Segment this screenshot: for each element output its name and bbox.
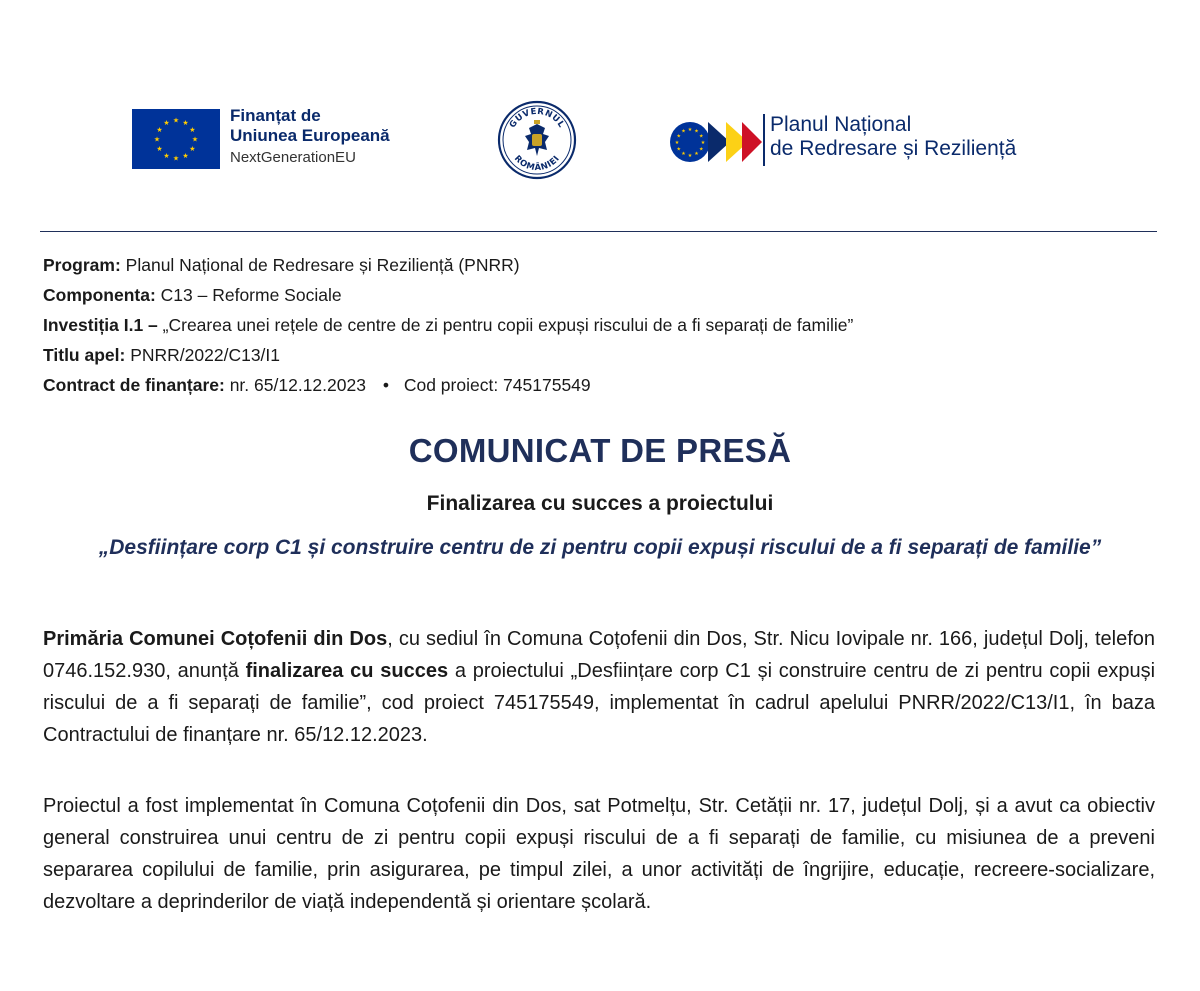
meta-titlu-label: Titlu apel: [43, 345, 126, 365]
pnrr-logo-line1: Planul Național [770, 113, 912, 136]
eu-star-icon: ★ [674, 139, 680, 146]
meta-contract-value: nr. 65/12.12.2023 [229, 375, 366, 395]
eu-star-icon: ★ [182, 119, 189, 127]
eu-star-icon: ★ [676, 133, 681, 140]
pnrr-arrows-icon [668, 116, 768, 168]
project-title: „Desființare corp C1 și construire centru de zi pentru copii expuși riscului de a fi separați de familie” [98, 536, 1102, 559]
logo-band [120, 93, 1060, 213]
eu-star-icon: ★ [172, 154, 180, 163]
meta-componenta-value: C13 – Reforme Sociale [160, 285, 342, 305]
eu-star-icon: ★ [189, 144, 196, 153]
eu-star-icon: ★ [153, 135, 161, 144]
meta-investitia-value: „Crearea unei rețele de centre de zi pentru copii expuși riscului de a fi separați de familie” [162, 315, 854, 335]
eu-star-icon: ★ [156, 125, 163, 134]
meta-contract [43, 370, 1143, 400]
seal-top-text: GUVERNUL [507, 106, 567, 130]
eu-star-icon: ★ [694, 128, 699, 135]
paragraph-2: Proiectul a fost implementat în Comuna Coțofenii din Dos, sat Potmelțu, Str. Cetății nr. 17, județul Dolj, și a avut ca obiectiv general construirea unui centru de zi pentru copii expuși riscului de a fi separați de familie, cu misiunea de a preveni separarea copilului de familie, prin asigurarea, pe timpul zilei, a unor activități de îngrijire, educație, recreere-socializare, dezvoltare a deprinderilor de viață independentă și orientare școlară. [43, 795, 1155, 913]
pnrr-divider [763, 114, 765, 166]
project-meta [43, 250, 1143, 400]
eu-star-icon: ★ [189, 125, 196, 134]
paragraph-1-bold-mid: finalizarea cu succes [245, 660, 449, 682]
eu-star-icon: ★ [163, 151, 170, 160]
bullet-separator: • [382, 375, 389, 395]
header-divider [40, 231, 1157, 232]
eu-funding-logo [132, 106, 422, 171]
meta-investitia [43, 310, 1143, 340]
meta-program-label: Program: [43, 255, 121, 275]
eu-star-icon: ★ [156, 144, 163, 153]
eu-star-icon: ★ [687, 152, 693, 159]
pnrr-logo-line2: de Redresare și Reziliență [770, 137, 1017, 160]
meta-program-value: Planul Național de Redresare și Reziliență (PNRR) [125, 255, 520, 275]
paragraph-1-bold-start: Primăria Comunei Coțofenii din Dos [43, 628, 388, 650]
eu-logo-line2: Uniunea Europeană [230, 126, 390, 145]
page-subtitle: Finalizarea cu succes a proiectului [426, 492, 774, 515]
eu-logo-line1: Finanțat de [230, 106, 321, 125]
eu-flag-icon [132, 109, 220, 169]
meta-titlu-value: PNRR/2022/C13/I1 [130, 345, 281, 365]
seal-bottom-text: ROMÂNIEI [511, 153, 563, 174]
eu-star-icon: ★ [182, 151, 189, 160]
eu-star-icon: ★ [681, 151, 686, 158]
eu-star-icon: ★ [681, 128, 686, 135]
eu-star-icon: ★ [700, 139, 706, 146]
eu-star-icon: ★ [676, 146, 681, 153]
meta-titlu-apel [43, 340, 1143, 370]
eu-star-icon: ★ [687, 126, 693, 133]
eu-star-icon: ★ [172, 116, 180, 125]
eu-star-icon: ★ [163, 119, 170, 127]
meta-componenta-label: Componenta: [43, 285, 156, 305]
eu-star-icon: ★ [699, 133, 704, 140]
eu-logo-line3: NextGenerationEU [230, 149, 356, 166]
meta-componenta [43, 280, 1143, 310]
meta-cod-proiect: Cod proiect: 745175549 [403, 375, 591, 395]
page-title: COMUNICAT DE PRESĂ [408, 432, 792, 469]
meta-contract-label: Contract de finanțare: [43, 375, 225, 395]
government-seal-icon [497, 96, 577, 184]
eu-star-icon: ★ [191, 135, 199, 144]
paragraph-1 [43, 623, 1155, 751]
meta-investitia-label: Investiția I.1 – [43, 315, 158, 335]
eu-star-icon: ★ [694, 151, 699, 158]
pnrr-logo [668, 110, 1068, 170]
paragraph-1-text-a: , cu sediul în Comuna Coțofenii din Dos, Str. Nicu Iovipale nr. 166, județul Dolj, telefon 0746.152.930, anunță [43, 628, 1155, 682]
paragraph-1-text-b: a proiectului „Desființare corp C1 și construire centru de zi pentru copii expuși riscului de a fi separați de familie”, cod proiect 745175549, implementat în cadrul apelului PNRR/2022/C13/I1, în baza Contractului de finanțare nr. 65/12.12.2023. [43, 660, 1156, 746]
meta-program [43, 250, 1143, 280]
eu-star-icon: ★ [699, 146, 704, 153]
